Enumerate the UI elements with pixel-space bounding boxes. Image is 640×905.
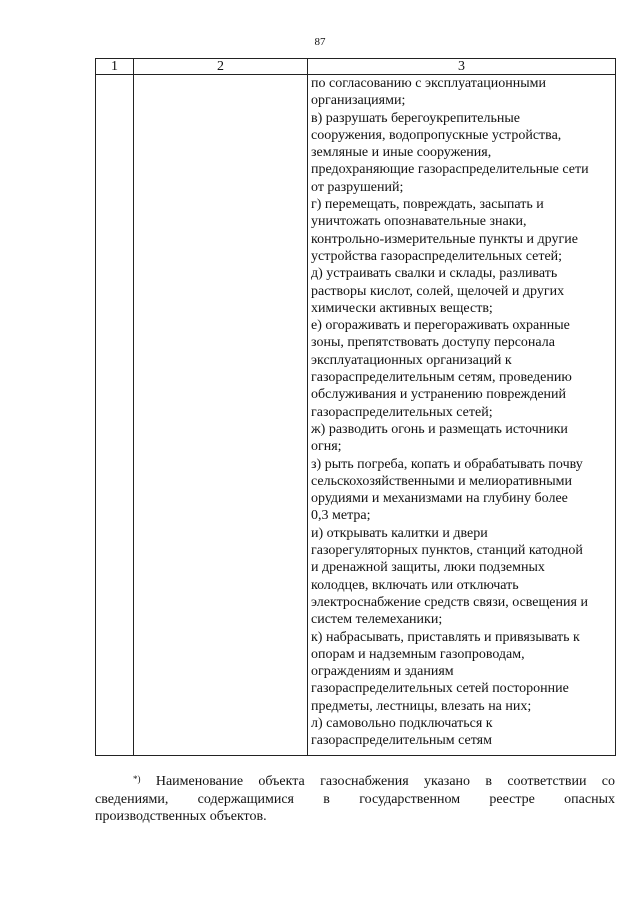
text-line: ж) разводить огонь и размещать источники: [311, 421, 568, 437]
text-line: химически активных веществ;: [311, 300, 493, 316]
text-line: устройства газораспределительных сетей;: [311, 248, 563, 264]
text-line: сельскохозяйственными и мелиоративными: [311, 473, 573, 489]
text-line: и дренажной защиты, люки подземных: [311, 560, 545, 576]
cell-col-1: [96, 75, 134, 756]
text-line: к) набрасывать, приставлять и привязывать к: [311, 629, 580, 645]
footnote-text: Наименование объекта газоснабжения указано в соответствии со: [155, 774, 615, 789]
text-line: газораспределительных сетей;: [311, 404, 493, 420]
footnote-line-1: [95, 773, 615, 791]
text-line: эксплуатационных организаций к: [311, 352, 512, 368]
cell-col-2: [134, 75, 308, 756]
text-line: газораспределительным сетям, проведению: [311, 370, 572, 386]
table-header-row: [96, 59, 616, 75]
text-line: в) разрушать берегоукрепительные: [311, 110, 521, 126]
text-line: е) огораживать и перегораживать охранные: [311, 318, 570, 334]
text-line: по согласованию с эксплуатационными: [311, 76, 546, 91]
text-line: д) устраивать свалки и склады, разливать: [311, 266, 558, 282]
cell-col-3: [308, 75, 616, 756]
requirements-table: [95, 58, 616, 756]
text-line: газорегуляторных пунктов, станций катодной: [311, 543, 583, 559]
text-line: организациями;: [311, 93, 406, 109]
text-line: систем телемеханики;: [311, 612, 443, 628]
footnote: [95, 773, 615, 826]
text-line: колодцев, включать или отключать: [311, 577, 519, 593]
column-header-2: 2: [134, 59, 308, 75]
text-line: сооружения, водопропускные устройства,: [311, 127, 562, 143]
page-number: 87: [314, 36, 326, 48]
text-line: 0,3 метра;: [311, 508, 371, 524]
column-header-3: 3: [308, 59, 616, 75]
footnote-line-2: сведениями, содержащимися в государственном реестре опасных: [95, 791, 615, 807]
text-line: з) рыть погреба, копать и обрабатывать почву: [311, 456, 583, 472]
text-line: предметы, лестницы, влезать на них;: [311, 698, 532, 714]
text-line: земляные и иные сооружения,: [311, 145, 492, 161]
text-line: газораспределительных сетей посторонние: [311, 681, 569, 697]
text-line: г) перемещать, повреждать, засыпать и: [311, 197, 544, 213]
text-line: л) самовольно подключаться к: [311, 715, 493, 731]
footnote-marker: *): [133, 774, 141, 784]
text-line: обслуживания и устранению повреждений: [311, 387, 567, 403]
text-line: зоны, препятствовать доступу персонала: [311, 335, 555, 351]
text-line: и) открывать калитки и двери: [311, 525, 488, 541]
text-line: от разрушений;: [311, 179, 404, 195]
text-line: ограждениям и зданиям: [311, 664, 454, 680]
text-line: контрольно-измерительные пункты и другие: [311, 231, 578, 247]
column-header-1: 1: [96, 59, 134, 75]
text-line: опорам и надземным газопроводам,: [311, 646, 525, 662]
table-row: [96, 75, 616, 756]
footnote-line-3: производственных объектов.: [95, 809, 267, 824]
text-line: растворы кислот, солей, щелочей и других: [311, 283, 565, 299]
text-line: уничтожать опознавательные знаки,: [311, 214, 527, 230]
text-line: орудиями и механизмами на глубину более: [311, 491, 568, 507]
text-line: предохраняющие газораспределительные сети: [311, 162, 589, 178]
text-line: огня;: [311, 439, 342, 455]
text-line: электроснабжение средств связи, освещения и: [311, 594, 588, 610]
text-line: газораспределительным сетям: [311, 733, 492, 749]
